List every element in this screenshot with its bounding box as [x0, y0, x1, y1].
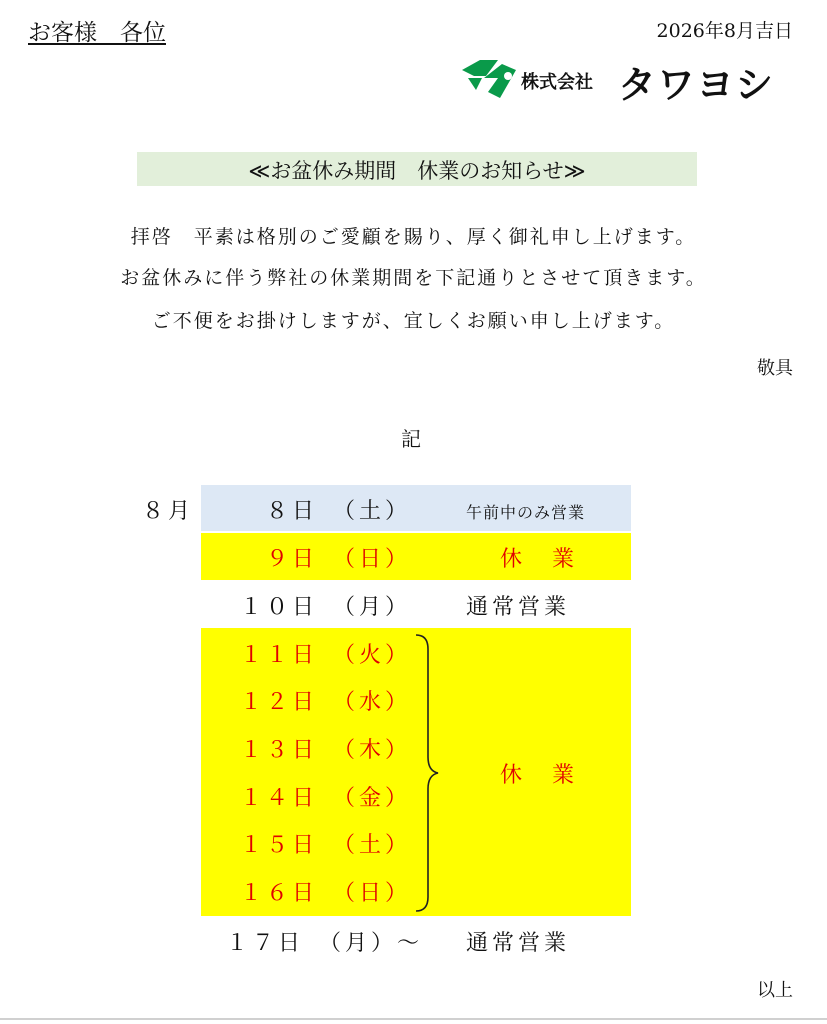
body-line-1: 拝啓 平素は格別のご愛顧を賜り、厚く御礼申し上げます。	[130, 226, 697, 248]
schedule-day: １６日 （日）	[239, 881, 411, 906]
schedule-day: ９日 （日）	[265, 547, 411, 572]
addressee: お客様 各位	[28, 20, 166, 46]
schedule-status: 通常営業	[466, 595, 571, 620]
tawayoshi-logo-icon	[458, 56, 518, 102]
company-prefix: 株式会社	[521, 72, 593, 93]
schedule-month: ８月	[142, 499, 195, 524]
schedule-day: ８日 （土）	[265, 499, 411, 524]
schedule-status: 休 業	[500, 547, 579, 572]
schedule-day: １０日 （月）	[239, 595, 411, 620]
notice-date: 2026年8月吉日	[656, 20, 793, 42]
schedule-status: 午前中のみ営業	[466, 503, 586, 522]
page-bottom-divider	[0, 1018, 827, 1020]
body-line-2: お盆休みに伴う弊社の休業期間を下記通りとさせて頂きます。	[120, 267, 707, 289]
company-logo	[458, 54, 803, 107]
body-line-3: ご不便をお掛けしますが、宜しくお願い申し上げます。	[151, 310, 676, 332]
ki-heading: 記	[401, 427, 421, 451]
schedule-group-status: 休 業	[500, 763, 579, 788]
schedule-day: １１日 （火）	[239, 643, 411, 668]
schedule-day: １５日 （土）	[239, 833, 411, 858]
schedule-status: 通常営業	[466, 931, 571, 956]
schedule-day: １７日 （月）～	[226, 931, 424, 956]
schedule-day: １３日 （木）	[239, 738, 411, 763]
notice-title: ≪お盆休み期間 休業のお知らせ≫	[248, 159, 586, 183]
company-name: タワヨシ	[618, 63, 775, 107]
schedule-day: １２日 （水）	[239, 690, 411, 715]
schedule-day: １４日 （金）	[239, 786, 411, 811]
bracket-icon	[414, 633, 440, 913]
closing-phrase: 敬具	[757, 358, 793, 379]
end-label: 以上	[757, 980, 793, 1001]
